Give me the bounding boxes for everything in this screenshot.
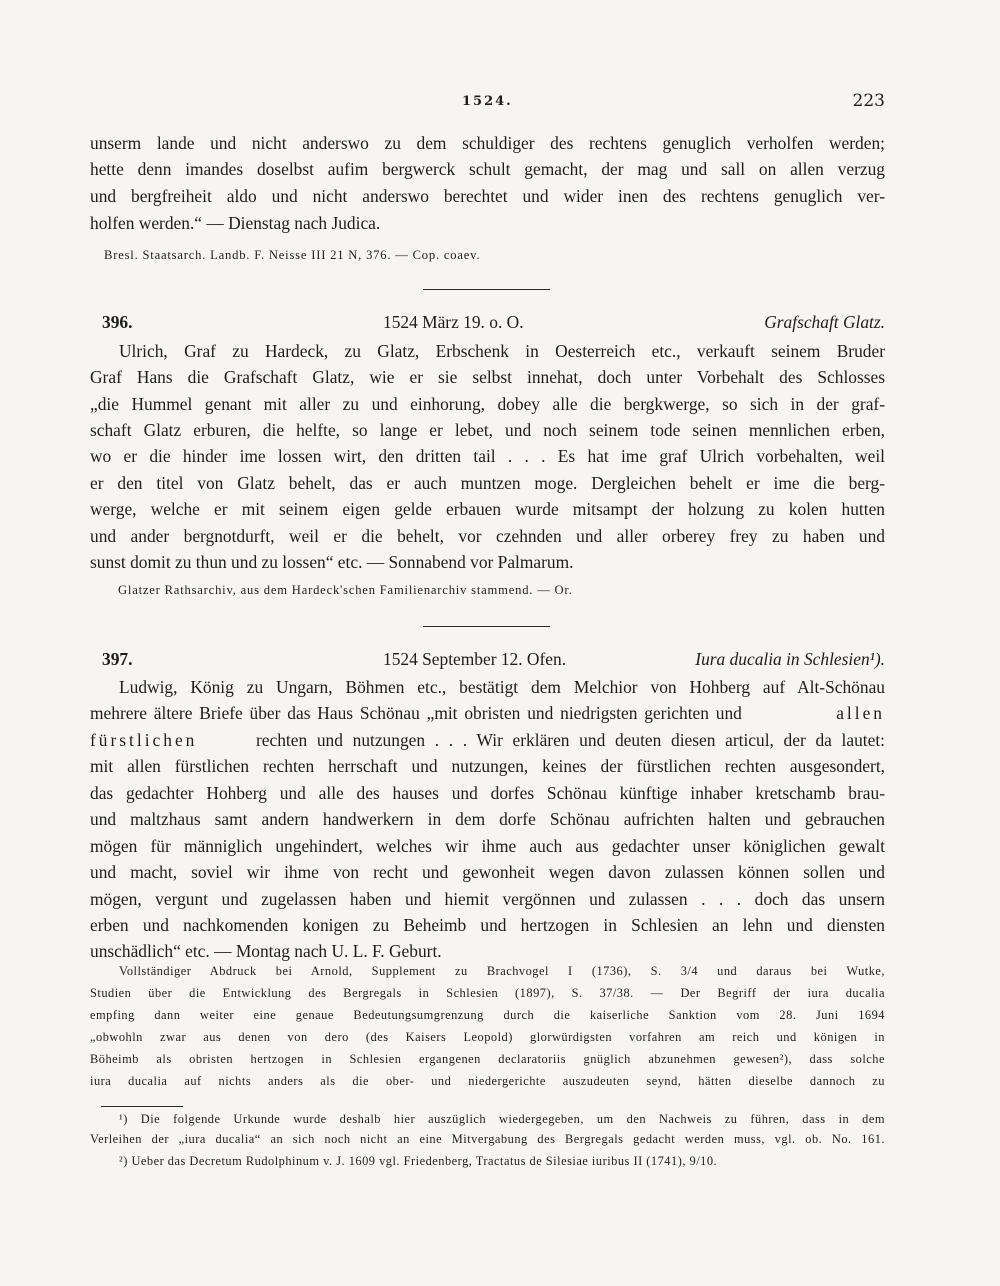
- document-region: Grafschaft Glatz.: [764, 312, 885, 332]
- text-line: schaft Glatz erburen, die helfte, so lange er lebet, und noch seinem tode seinen mennlichen erben,: [90, 420, 885, 440]
- spaced-word: fürstlichen: [90, 730, 198, 750]
- text-line: werge, welche er mit seinem eigen gelde erbauen wurde mitsampt der holzung zu kolen hutten: [90, 499, 885, 519]
- text-line: er den titel von Glatz behelt, das er auch muntzen moge. Dergleichen behelt er ime die berg-: [90, 473, 885, 493]
- note-line: iura ducalia auf nichts anders als die ober- und niedergerichte auszudeuten seynd, hätten dieselbe dannoch zu: [90, 1074, 885, 1088]
- document-heading-396: [90, 312, 885, 336]
- text-line: unschädlich“ etc. — Montag nach U. L. F. Geburt.: [90, 941, 442, 961]
- text-line: Graf Hans die Grafschaft Glatz, wie er sie selbst innehat, doch unter Vorbehalt des Schlosses: [90, 367, 885, 387]
- text-line: hette denn imandes doselbst aufim bergwerck schult gemacht, der mag und sall on allen verzug: [90, 159, 885, 179]
- note-line: Vollständiger Abdruck bei Arnold, Supplement zu Brachvogel I (1736), S. 3/4 und daraus bei Wutke,: [119, 964, 885, 978]
- footnote-line: ²) Ueber das Decretum Rudolphinum v. J. 1609 vgl. Friedenberg, Tractatus de Silesiae iuribus II (1741), 9/10.: [119, 1154, 718, 1168]
- spaced-word: allen: [836, 703, 885, 723]
- text-line: und bergfreiheit aldo und nicht anderswo berechtet und wider inen des rechtens genuglich ver-: [90, 186, 885, 206]
- text-line: erben und nachkomenden konigen zu Beheimb und hertzogen in Schlesien an lehn und diensten: [90, 915, 885, 935]
- note-line: empfing dann weiter eine genaue Bedeutungsumgrenzung durch die kaiserliche Sanktion vom 28. Juni 1694: [90, 1008, 885, 1022]
- text-line: und macht, soviel wir ihme von recht und gewonheit wegen davon zulassen können sollen und: [90, 862, 885, 882]
- note-line: „obwohln zwar aus denen von dero (des Kaisers Leopold) glorwürdigsten vorfahren am reich und königen in: [90, 1030, 885, 1044]
- document-region: Iura ducalia in Schlesien¹).: [695, 649, 885, 669]
- text-line: und ander bergnotdurft, weil er die behelt, vor czehnden und aller orberey frey zu haben und: [90, 526, 885, 546]
- text-line: Ulrich, Graf zu Hardeck, zu Glatz, Erbschenk in Oesterreich etc., verkauft seinem Bruder: [119, 341, 885, 361]
- running-year: 1524.: [462, 94, 513, 109]
- footnote-line: Verleihen der „iura ducalia“ an sich noch nicht an eine Mitvergabung des Bergregals gedacht werden muss, vgl. ob. No. 161.: [90, 1132, 885, 1146]
- document-number: 397.: [102, 649, 133, 669]
- text-fragment: mehrere ältere Briefe über das Haus Schönau „mit obristen und niedrigsten gerichten und: [90, 703, 742, 723]
- source-citation: Glatzer Rathsarchiv, aus dem Hardeck'schen Familienarchiv stammend. — Or.: [118, 583, 573, 597]
- text-line: Ludwig, König zu Ungarn, Böhmen etc., bestätigt dem Melchior von Hohberg auf Alt-Schönau: [119, 677, 885, 697]
- text-line: holfen werden.“ — Dienstag nach Judica.: [90, 213, 381, 233]
- text-line: wo er die hinder ime lossen wirt, den dritten tail . . . Es hat ime graf Ulrich vorbehalten, weil: [90, 446, 885, 466]
- document-heading-397: [90, 649, 885, 673]
- text-line: mögen für männiglich ungehindert, welches wir ihme auch aus gedachter unser königlichen gewalt: [90, 836, 885, 856]
- text-line: rechten und nutzungen . . . Wir erklären und deuten diesen articul, der da lautet:: [256, 730, 885, 750]
- text-line: und maltzhaus samt andern handwerkern in dem dorfe Schönau aufrichten halten und gebrauchen: [90, 809, 885, 829]
- footnote-line: ¹) Die folgende Urkunde wurde deshalb hier auszüglich wiedergegeben, um den Nachweis zu führen, dass in dem: [119, 1112, 885, 1126]
- section-divider: [423, 626, 550, 627]
- text-line: sunst domit zu thun und zu lossen“ etc. — Sonnabend vor Palmarum.: [90, 552, 574, 572]
- text-line: mögen, vergunt und zugelassen haben und hiemit vergönnen und zulassen . . . doch das unsern: [90, 889, 885, 909]
- text-line: das gedachter Hohberg und alle des hauses und dorfes Schönau künftige inhaber kretschamb brau-: [90, 783, 885, 803]
- section-divider: [423, 289, 550, 290]
- text-line: „die Hummel genant mit aller zu und einhorung, dobey alle die bergkwerge, so sich in der graf-: [90, 394, 885, 414]
- text-line: mit allen fürstlichen rechten herrschaft und nutzungen, keines der fürstlichen rechten ausgesondert,: [90, 756, 885, 776]
- text-line: [90, 703, 742, 724]
- running-header: [90, 91, 885, 118]
- text-line: unserm lande und nicht anderswo zu dem schuldiger des rechtens genuglich verholfen werden;: [90, 133, 885, 153]
- note-line: Böheimb als obristen hertzogen in Schlesien ergangenen declaratoriis gnüglich abzunehmen gewesen²), dass solche: [90, 1052, 885, 1066]
- note-line: Studien über die Entwicklung des Bergregals in Schlesien (1897), S. 37/38. — Der Begriff der iura ducalia: [90, 986, 885, 1000]
- page-number: 223: [852, 91, 885, 111]
- footnote-divider: [101, 1106, 183, 1107]
- document-date: 1524 März 19. o. O.: [383, 312, 524, 332]
- document-number: 396.: [102, 312, 133, 332]
- source-citation: Bresl. Staatsarch. Landb. F. Neisse III 21 N, 376. — Cop. coaev.: [104, 248, 481, 262]
- document-date: 1524 September 12. Ofen.: [383, 649, 567, 669]
